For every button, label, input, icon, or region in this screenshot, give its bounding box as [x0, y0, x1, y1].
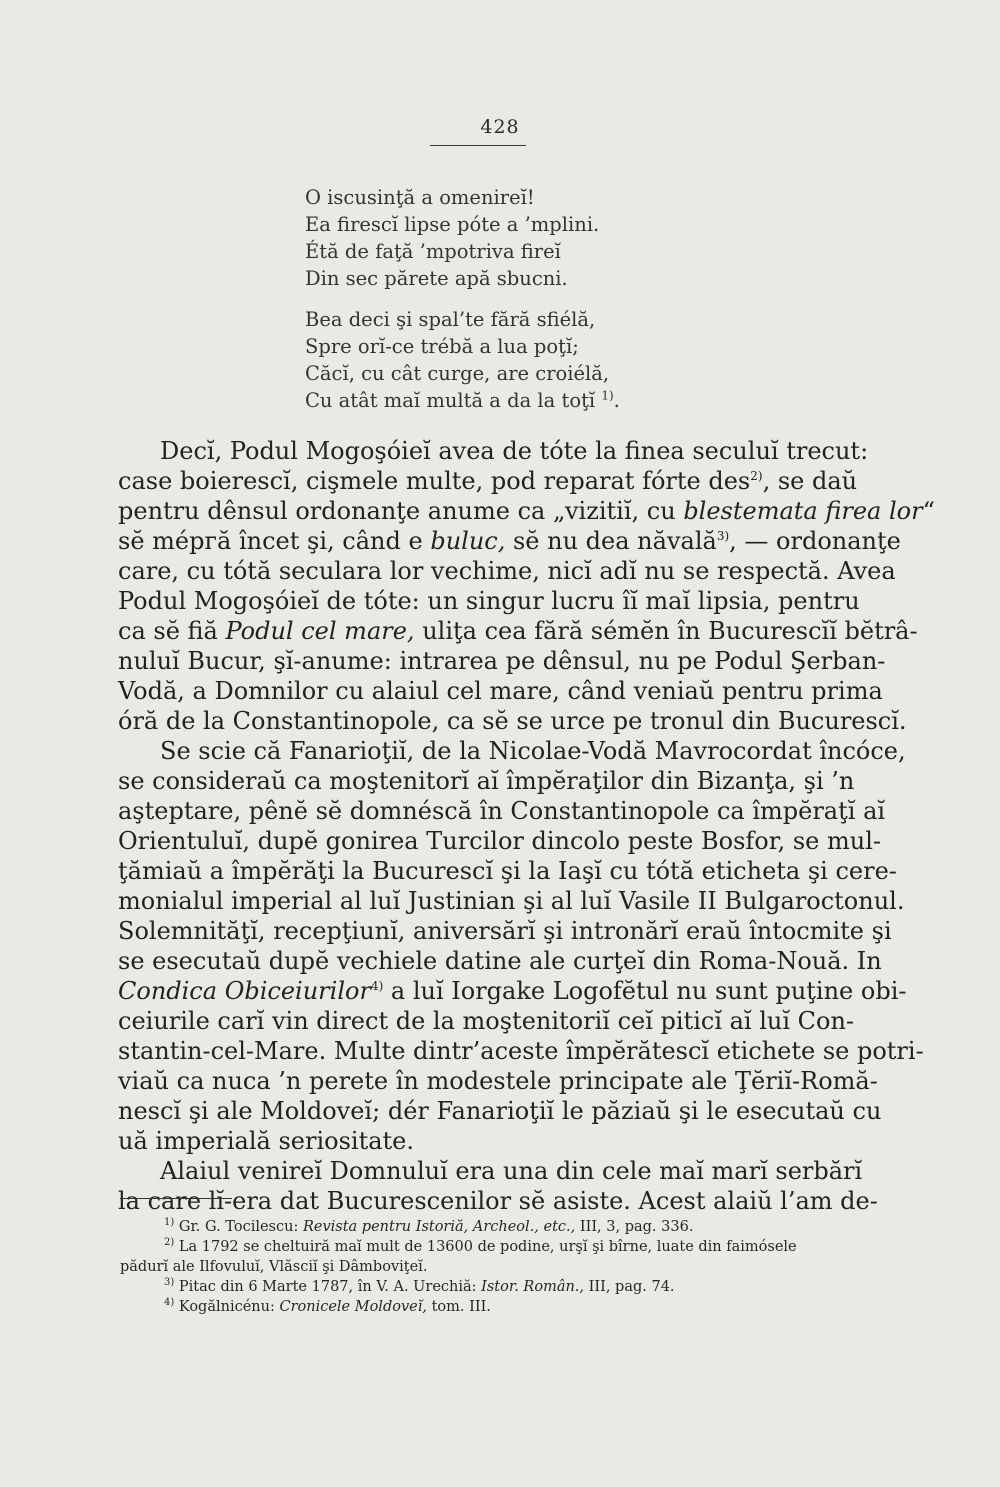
text-line: viaŭ ca nuca ’n perete în modestele principate ale Ţĕriĭ-Romă-: [118, 1067, 878, 1095]
footnote-2-continuation: pădurĭ ale Ilfovuluĭ, Vlăsciĭ şi Dâmboviţeĭ.: [120, 1259, 428, 1275]
footnote-reference: 4): [370, 979, 384, 993]
poem-stanza-1: [305, 184, 620, 292]
footnote-mark: 1): [164, 1217, 175, 1229]
body-text: [118, 436, 935, 1216]
poem-line: Căcĭ, cu cât curge, are croiélă,: [305, 362, 610, 385]
text-line: Alaiul venireĭ Domnuluĭ era una din cele maĭ marĭ serbărĭ: [160, 1157, 863, 1185]
poem-line: Bea deci şi spal’te fără sfiélă,: [305, 308, 596, 331]
poem-stanza-2: [305, 306, 620, 414]
poem-line-text: Cu atât maĭ multă a da la toţĭ: [305, 389, 596, 412]
text-line: se consideraŭ ca moştenitorĭ aĭ împĕraţilor din Bizanţa, şi ’n: [118, 767, 855, 795]
footnote-4: $^{4)}$ Kogălnicénu: Cronicele Moldoveĭ, tom. III.: [164, 1297, 491, 1315]
footnote-rule: [120, 1198, 232, 1199]
text-line: óră de la Constantinopole, ca sĕ se urce pe tronul din Bucurescĭ.: [118, 707, 907, 735]
text-line: monialul imperial al luĭ Justinian şi al luĭ Vasile II Bulgaroctonul.: [118, 887, 905, 915]
text-line: nescĭ şi ale Moldoveĭ; dér Fanarioţiĭ le păziaŭ şi le esecutaŭ cu: [118, 1097, 882, 1125]
poem-line: O iscusinţă a omenireĭ!: [305, 186, 535, 209]
footnote-1: $^{1)}$ Gr. G. Tocilescu: Revista pentru Istoriă, Archeol., etc., III, 3, pag. 336.: [164, 1217, 694, 1235]
text-line: se esecutaŭ dupĕ vechiele datine ale curţeĭ din Roma-Nouă. In: [118, 947, 882, 975]
text-line: care, cu tótă seculara lor vechime, nicĭ adĭ nu se respectă. Avea: [118, 557, 896, 585]
italic-word: buluc,: [430, 527, 506, 555]
text-line: Vodă, a Domnilor cu alaiul cel mare, când veniaŭ pentru prima: [118, 677, 883, 705]
text-line: nuluĭ Bucur, şĭ-anume: intrarea pe dênsul, nu pe Podul Şerban-: [118, 647, 886, 675]
text-line: sĕ méргă încet şi, când e buluc, sĕ nu dea năvală$^{3)}$, — ordonanţe: [118, 527, 901, 555]
text-line: ca sĕ fiă Podul cel mare, uliţa cea fără sémĕn în Bucurescĭĭ bĕtrâ-: [118, 617, 918, 645]
text-line: la care lĭ-era dat Bucurescenilor sĕ asiste. Acest alaiŭ l’am de-: [118, 1187, 878, 1215]
text-line: uă imperială seriositate.: [118, 1127, 415, 1155]
text-line: Condica Obiceiurilor$^{4)}$ a luĭ Iorgake Logofĕtul nu sunt puţine obi-: [118, 977, 907, 1005]
poem-line: Din sec părete apă sbucni.: [305, 267, 568, 290]
text-line: Podul Mogoşóieĭ de tóte: un singur lucru îĭ maĭ lipsia, pentru: [118, 587, 860, 615]
text-line: stantin-cel-Mare. Multe dintr’aceste împĕrătescĭ etichete se potri-: [118, 1037, 924, 1065]
text-line: Se scie că Fanarioţiĭ, de la Nicolae-Vodă Mavrocordat încóce,: [160, 737, 906, 765]
text-line: ceiurile carĭ vin direct de la moştenitoriĭ ceĭ piticĭ aĭ luĭ Con-: [118, 1007, 855, 1035]
footnote-2: $^{2)}$ La 1792 se cheltuiră maĭ mult de 13600 de podine, urşĭ şi bîrne, luate din faimósele: [164, 1237, 797, 1255]
paragraph-3: [118, 1156, 878, 1216]
page-number-rule: [430, 145, 526, 146]
poem-line: Ea firescĭ lipse póte a ’mplini.: [305, 213, 600, 236]
footnote-3: $^{3)}$ Pitac din 6 Marte 1787, în V. A. Urechiă: Istor. Român., III, pag. 74.: [164, 1277, 675, 1295]
italic-title: Condica Obiceiurilor: [118, 977, 371, 1005]
text-line: pentru dênsul ordonanţe anume ca „vizitiĭ, cu blestemata firea lor“: [118, 497, 935, 525]
poem-line: Cu atât maĭ multă a da la toţĭ $^{1)}$.: [305, 388, 620, 412]
text-line: aşteptare, pênĕ sĕ domnéscă în Constantinopole ca împĕraţĭ aĭ: [118, 797, 886, 825]
poem-line: Étă de faţă ’mpotriva fireĭ: [305, 240, 561, 263]
text-line: ţămiaŭ a împĕrăţi la Bucurescĭ şi la Iaşĭ cu tótă eticheta şi cere-: [118, 857, 897, 885]
page-number: 428: [480, 116, 520, 138]
footnote-mark: 3): [164, 1277, 175, 1289]
text-line: Orientuluĭ, dupĕ gonirea Turcilor dincolo peste Bosfor, se mul-: [118, 827, 881, 855]
poem-line: Spre orĭ-ce trébă a lua poţĭ;: [305, 335, 579, 358]
text-line: Decĭ, Podul Mogoşóieĭ avea de tóte la finea seculuĭ trecut:: [160, 437, 869, 465]
paragraph-1: [118, 436, 935, 736]
footnote-reference: 1): [601, 388, 614, 403]
text-line: case boierescĭ, cişmele multe, pod reparat fórte des$^{2)}$, se daŭ: [118, 467, 858, 495]
footnotes: [120, 1217, 848, 1317]
footnote-reference: 2): [750, 469, 763, 483]
footnote-mark: 2): [164, 1237, 175, 1249]
italic-phrase: Podul cel mare,: [225, 617, 415, 645]
paragraph-2: [118, 736, 924, 1156]
text-line: Solemnităţĭ, recepţiunĭ, aniversărĭ şi intronărĭ eraŭ întocmite şi: [118, 917, 892, 945]
footnote-reference: 3): [716, 529, 730, 543]
footnote-mark: 4): [164, 1297, 175, 1309]
italic-quote: blestemata firea lor: [683, 497, 923, 525]
poem: [305, 184, 620, 428]
